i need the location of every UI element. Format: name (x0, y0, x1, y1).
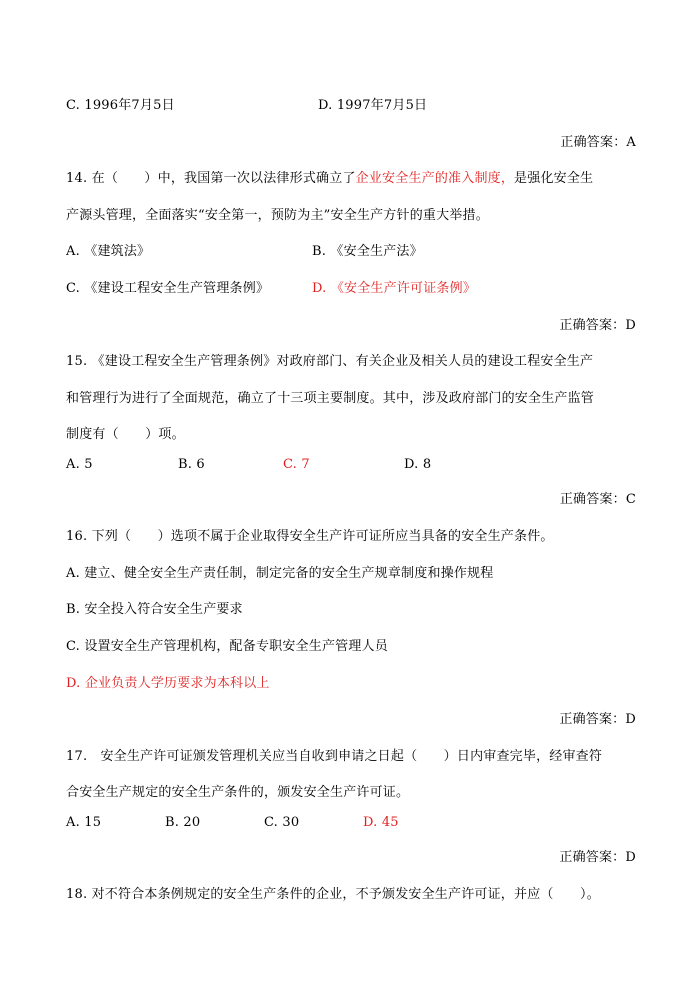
option-a: A. 5 (66, 457, 93, 472)
question-15-line-3: 制度有（ ）项。 (66, 427, 185, 442)
correct-answer: 正确答案：C (559, 492, 636, 507)
option-c: C. 《建设工程安全生产管理条例》 (66, 281, 270, 296)
question-16-stem: 16. 下列（ ）选项不属于企业取得安全生产许可证所应当具备的安全生产条件。 (66, 529, 554, 544)
correct-answer: 正确答案：A (560, 135, 636, 150)
highlighted-text: 企业安全生产的准入制度， (355, 171, 515, 186)
question-15-line-1: 15. 《建设工程安全生产管理条例》对政府部门、有关企业及相关人员的建设工程安全生产 (66, 354, 594, 369)
question-14-line-2: 产源头管理，全面落实“安全第一，预防为主”安全生产方针的重大举措。 (66, 208, 489, 223)
question-17-line-2: 合安全生产规定的安全生产条件的，颁发安全生产许可证。 (66, 785, 410, 800)
question-18-stem: 18. 对不符合本条例规定的安全生产条件的企业，不予颁发安全生产许可证，并应（ ）。 (66, 887, 600, 902)
option-b: B. 《安全生产法》 (312, 244, 423, 259)
question-number: 14. (66, 171, 88, 186)
correct-answer: 正确答案：D (559, 318, 636, 333)
question-text: 是强化安全生 (514, 171, 594, 186)
option-d-correct: D. 企业负责人学历要求为本科以上 (66, 676, 270, 691)
option-c: C. 30 (264, 815, 300, 830)
option-a: A. 建立、健全安全生产责任制，制定完备的安全生产规章制度和操作规程 (66, 566, 494, 581)
option-a: A. 《建筑法》 (66, 244, 151, 259)
option-c-correct: C. 7 (283, 457, 310, 472)
option-b: B. 6 (178, 457, 205, 472)
option-a: A. 15 (66, 815, 102, 830)
option-d-correct: D. 45 (363, 815, 399, 830)
question-17-line-1: 17. 安全生产许可证颁发管理机关应当自收到申请之日起（ ）日内审查完毕，经审查符 (66, 749, 603, 764)
option-b: B. 20 (165, 815, 201, 830)
question-14-line-1 (66, 167, 593, 186)
option-d-correct: D. 《安全生产许可证条例》 (312, 281, 477, 296)
option-b: B. 安全投入符合安全生产要求 (66, 602, 243, 617)
option-d: D. 1997年7月5日 (318, 98, 428, 113)
question-15-line-2: 和管理行为进行了全面规范，确立了十三项主要制度。其中，涉及政府部门的安全生产监管 (66, 391, 595, 406)
question-text: 在（ ）中，我国第一次以法律形式确立了 (91, 171, 356, 186)
correct-answer: 正确答案：D (559, 850, 636, 865)
option-d: D. 8 (404, 457, 432, 472)
option-c: C. 设置安全生产管理机构，配备专职安全生产管理人员 (66, 639, 388, 654)
correct-answer: 正确答案：D (559, 712, 636, 727)
option-c: C. 1996年7月5日 (66, 98, 175, 113)
